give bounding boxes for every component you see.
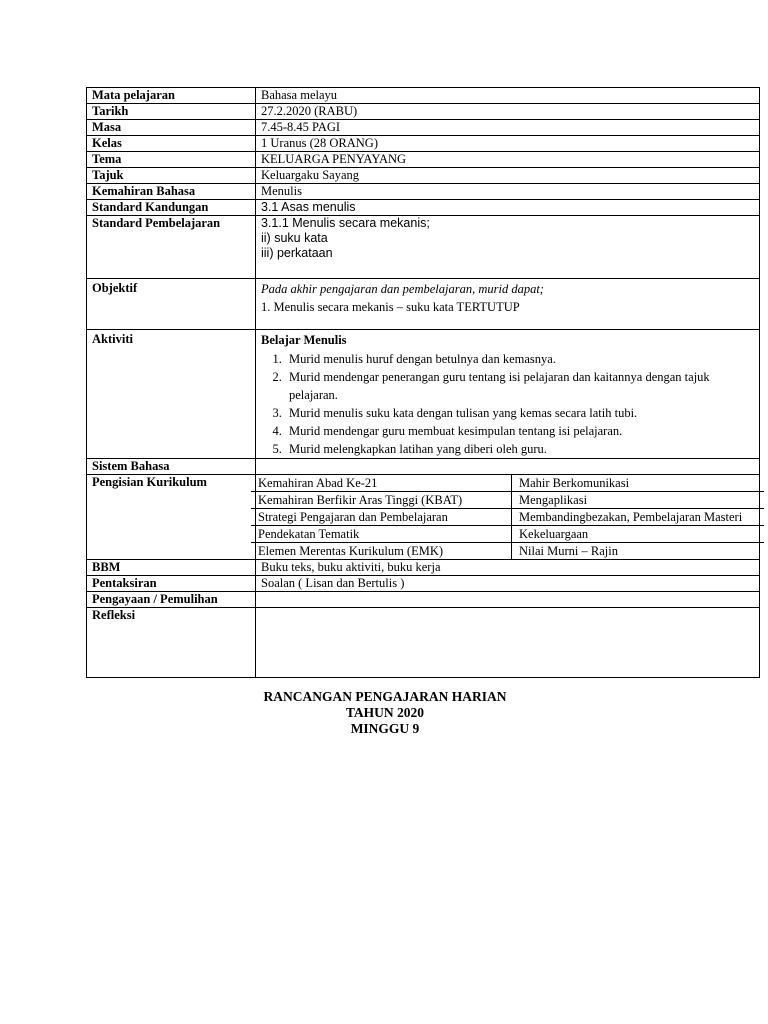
value-aktiviti [256, 330, 760, 459]
label-masa: Masa [87, 120, 256, 136]
pengisian-row [251, 492, 764, 509]
aktiviti-heading: Belajar Menulis [261, 333, 347, 347]
pengisian-key: Kemahiran Abad Ke-21 [251, 475, 512, 492]
value-pentaksiran: Soalan ( Lisan dan Bertulis ) [256, 576, 760, 592]
row-masa [87, 120, 760, 136]
pengisian-value: Mahir Berkomunikasi [512, 475, 765, 492]
pengisian-value: Kekeluargaan [512, 526, 765, 543]
row-aktiviti [87, 330, 760, 459]
sp-line: ii) suku kata [261, 231, 328, 245]
pengisian-table [251, 475, 764, 559]
row-kelas [87, 136, 760, 152]
pengisian-key: Pendekatan Tematik [251, 526, 512, 543]
label-kelas: Kelas [87, 136, 256, 152]
row-standard-pembelajaran [87, 216, 760, 279]
value-mata-pelajaran: Bahasa melayu [256, 88, 760, 104]
sp-line: 3.1.1 Menulis secara mekanis; [261, 216, 430, 230]
value-kelas: 1 Uranus (28 ORANG) [256, 136, 760, 152]
row-tema [87, 152, 760, 168]
value-standard-kandungan: 3.1 Asas menulis [256, 200, 760, 216]
footer-week: MINGGU 9 [350, 721, 420, 736]
label-kemahiran-bahasa: Kemahiran Bahasa [87, 184, 256, 200]
label-sistem-bahasa: Sistem Bahasa [87, 459, 256, 475]
label-mata-pelajaran: Mata pelajaran [87, 88, 256, 104]
pengisian-value: Nilai Murni – Rajin [519, 544, 618, 558]
pengisian-row [251, 509, 764, 526]
value-sistem-bahasa [256, 459, 760, 475]
aktiviti-item: 3. Murid menulis suku kata dengan tulisan yang kemas secara latih tubi. [285, 404, 754, 422]
value-kemahiran-bahasa: Menulis [256, 184, 760, 200]
row-refleksi [87, 608, 760, 678]
row-kemahiran-bahasa [87, 184, 760, 200]
value-masa: 7.45-8.45 PAGI [256, 120, 760, 136]
aktiviti-item: 4. Murid mendengar guru membuat kesimpulan tentang isi pelajaran. [285, 422, 754, 440]
lesson-plan-table [86, 87, 760, 678]
pengisian-value: Mengaplikasi [512, 492, 765, 509]
value-tajuk: Keluargaku Sayang [256, 168, 760, 184]
objektif-intro: Pada akhir pengajaran dan pembelajaran, murid dapat; [261, 282, 544, 296]
label-aktiviti: Aktiviti [87, 330, 256, 459]
aktiviti-item: 2. Murid mendengar penerangan guru tentang isi pelajaran dan kaitannya dengan tajuk pelajaran. [285, 368, 754, 404]
label-tajuk: Tajuk [87, 168, 256, 184]
pengisian-value: Membandingbezakan, Pembelajaran Masteri [512, 509, 765, 526]
pengisian-row [251, 543, 764, 560]
label-standard-pembelajaran: Standard Pembelajaran [87, 216, 256, 279]
label-bbm: BBM [87, 560, 256, 576]
pengisian-key: Strategi Pengajaran dan Pembelajaran [251, 509, 512, 526]
value-tarikh: 27.2.2020 (RABU) [256, 104, 760, 120]
footer-title: RANCANGAN PENGAJARAN HARIAN [263, 689, 507, 704]
row-tajuk [87, 168, 760, 184]
label-pentaksiran: Pentaksiran [87, 576, 256, 592]
label-pengayaan-pemulihan: Pengayaan / Pemulihan [87, 592, 256, 608]
value-refleksi [256, 608, 760, 678]
row-pentaksiran [87, 576, 760, 592]
pengisian-key: Kemahiran Berfikir Aras Tinggi (KBAT) [251, 492, 512, 509]
pengisian-row [251, 475, 764, 492]
label-standard-kandungan: Standard Kandungan [87, 200, 256, 216]
label-tarikh: Tarikh [87, 104, 256, 120]
sp-line: iii) perkataan [261, 246, 333, 260]
label-refleksi: Refleksi [87, 608, 256, 678]
row-mata-pelajaran [87, 88, 760, 104]
footer-year: TAHUN 2020 [345, 705, 425, 720]
document-footer [170, 689, 600, 737]
value-standard-pembelajaran [256, 216, 760, 279]
label-tema: Tema [87, 152, 256, 168]
value-pengayaan-pemulihan [256, 592, 760, 608]
value-bbm: Buku teks, buku aktiviti, buku kerja [256, 560, 760, 576]
label-objektif: Objektif [87, 279, 256, 330]
value-tema: KELUARGA PENYAYANG [256, 152, 760, 168]
row-standard-kandungan [87, 200, 760, 216]
row-pengisian-kurikulum [87, 475, 760, 560]
pengisian-row [251, 526, 764, 543]
row-bbm [87, 560, 760, 576]
row-sistem-bahasa [87, 459, 760, 475]
value-pengisian-kurikulum [256, 475, 760, 560]
aktiviti-item: 1. Murid menulis huruf dengan betulnya dan kemasnya. [285, 350, 754, 368]
row-tarikh [87, 104, 760, 120]
objektif-item: 1. Menulis secara mekanis – suku kata TERTUTUP [261, 300, 520, 314]
aktiviti-list [261, 350, 754, 458]
aktiviti-item: 5. Murid melengkapkan latihan yang diberi oleh guru. [285, 440, 754, 458]
row-pengayaan-pemulihan [87, 592, 760, 608]
label-pengisian-kurikulum: Pengisian Kurikulum [87, 475, 256, 560]
row-objektif [87, 279, 760, 330]
value-objektif [256, 279, 760, 330]
pengisian-key: Elemen Merentas Kurikulum (EMK) [251, 543, 512, 560]
